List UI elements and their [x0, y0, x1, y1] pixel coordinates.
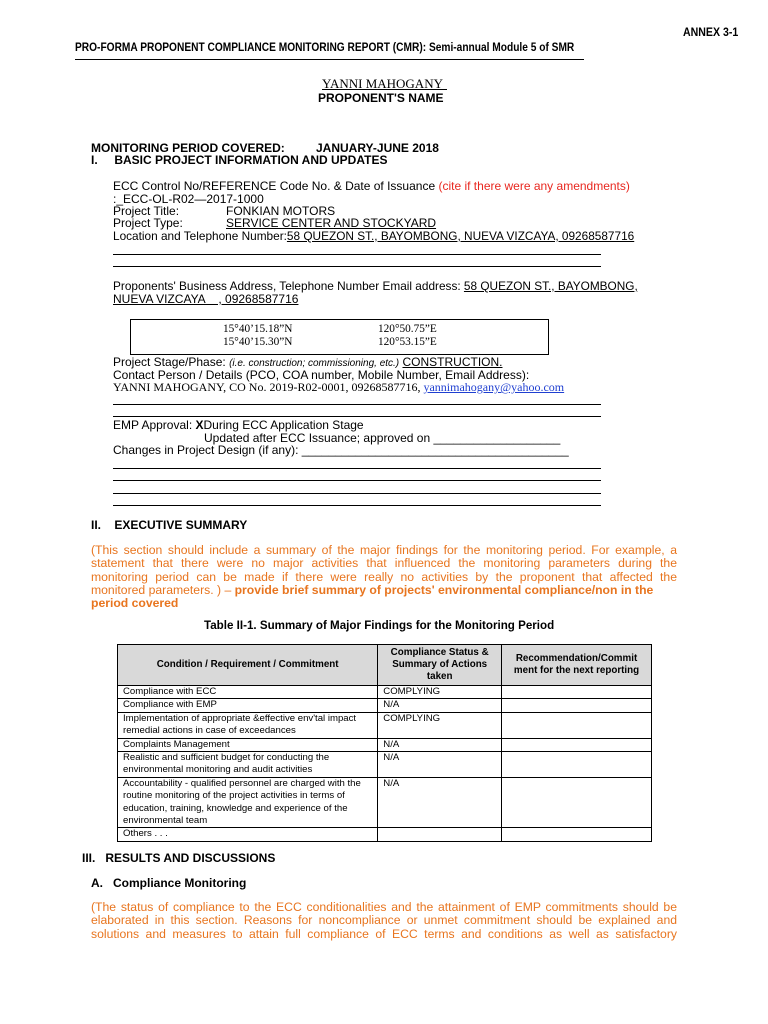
project-title-label: Project Title: [113, 204, 180, 218]
cell-status: N/A [378, 699, 502, 712]
emp-checkmark: X [195, 418, 204, 432]
table-row [118, 738, 652, 751]
project-type-label: Project Type: [113, 216, 183, 230]
table-row [118, 699, 652, 712]
proponent-name: YANNI MAHOGANY [322, 76, 443, 91]
table-row [118, 828, 652, 841]
header-status: Compliance Status & Summary of Actions taken [378, 645, 502, 686]
cell-condition: Compliance with EMP [118, 699, 378, 712]
cell-condition: Compliance with ECC [118, 686, 378, 699]
location-line [113, 229, 634, 243]
coord-lat-2: 15°40’15.30”N [223, 336, 293, 348]
blank-line [113, 468, 601, 469]
report-title [75, 42, 574, 54]
cell-recommendation [502, 738, 652, 751]
project-type-value: SERVICE CENTER AND STOCKYARD [226, 216, 437, 230]
monitoring-period-label: MONITORING PERIOD COVERED: [91, 141, 285, 155]
para-line [91, 584, 677, 597]
proponent-label: PROPONENT'S NAME [318, 91, 444, 105]
cell-status: N/A [378, 738, 502, 751]
para-line: (The status of compliance to the ECC conditionalities and the attainment of EMP commitments should be [91, 900, 677, 914]
coord-lon-2: 120°53.15”E [378, 336, 437, 348]
project-title-value: FONKIAN MOTORS [226, 204, 336, 218]
cell-recommendation [502, 699, 652, 712]
contact-label: Contact Person / Details (PCO, COA number, Mobile Number, Email Address): [113, 368, 530, 382]
cell-status: N/A [378, 777, 502, 828]
cell-condition: Implementation of appropriate &effective env'tal impact remedial actions in case of exceedances [118, 712, 378, 738]
report-title-main: PRO-FORMA PROPONENT COMPLIANCE MONITORING REPORT (CMR): [75, 42, 427, 54]
coord-lon-1: 120°50.75”E [378, 323, 437, 335]
header-underline [75, 59, 584, 60]
business-value-2: NUEVA VIZCAYA , 09268587716 [113, 292, 299, 306]
section-3a-heading: A. Compliance Monitoring [91, 876, 247, 890]
para-line: (This section should include a summary of the major findings for the monitoring period. For example, a [91, 543, 677, 557]
executive-summary-paragraph [91, 544, 677, 610]
emp-option-2: Updated after ECC Issuance; approved on ___________________ [204, 431, 561, 445]
location-label: Location and Telephone Number: [113, 229, 287, 243]
table-caption: Table II-1. Summary of Major Findings for the Monitoring Period [204, 619, 555, 632]
para-line: monitoring period can be made if there were really no activities by the proponent that affected the [91, 569, 677, 584]
business-value-1: 58 QUEZON ST., BAYOMBONG, [463, 279, 638, 293]
para-last: monitored parameters. ) – [91, 582, 235, 597]
header-recommendation: Recommendation/Commit ment for the next reporting [502, 645, 652, 686]
stage-value: CONSTRUCTION. [402, 355, 503, 369]
stage-hint: (i.e. construction; commissioning, etc.) [229, 358, 400, 369]
header-condition: Condition / Requirement / Commitment [118, 645, 378, 686]
table-row [118, 712, 652, 738]
report-title-sub: Semi-annual Module 5 of SMR [426, 42, 575, 54]
para-line: solutions and measures to attain full compliance of ECC terms and conditions as well as satisfactory [91, 926, 677, 941]
cell-recommendation [502, 752, 652, 778]
table-header-row [118, 645, 652, 686]
blank-line [113, 254, 601, 255]
ecc-note: (cite if there were any amendments) [438, 179, 630, 193]
emp-option-1: During ECC Application Stage [203, 418, 364, 432]
ecc-label: ECC Control No/REFERENCE Code No. & Date of Issuance [113, 179, 439, 193]
coord-lat-1: 15°40’15.18”N [223, 323, 293, 335]
para-bold-1: provide brief summary of projects' environmental compliance/non in the [234, 582, 654, 597]
coordinates-box [130, 319, 549, 355]
table-row [118, 777, 652, 828]
cell-recommendation [502, 712, 652, 738]
cell-status: COMPLYING [378, 712, 502, 738]
blank-line [113, 493, 601, 494]
blank-line [113, 266, 601, 267]
section-1-heading: I. BASIC PROJECT INFORMATION AND UPDATES [91, 153, 388, 167]
business-line-1 [113, 279, 638, 293]
blank-line [113, 416, 601, 417]
contact-value: YANNI MAHOGANY, CO No. 2019-R02-0001, 09268587716, [113, 380, 424, 394]
blank-line [113, 404, 601, 405]
ecc-value: :_ECC-OL-R02—2017-1000 [113, 192, 264, 206]
cell-recommendation [502, 686, 652, 699]
para-line: statement that there were no major activities that influenced the monitoring parameters during the [91, 556, 677, 571]
cell-status: COMPLYING [378, 686, 502, 699]
cell-condition: Complaints Management [118, 738, 378, 751]
annex-label: ANNEX 3-1 [683, 27, 739, 39]
cell-condition: Others . . . [118, 828, 378, 841]
cell-status [378, 828, 502, 841]
stage-line [113, 355, 502, 369]
table-row [118, 752, 652, 778]
table-row [118, 686, 652, 699]
cell-recommendation [502, 828, 652, 841]
cell-status: N/A [378, 752, 502, 778]
business-label: Proponents' Business Address, Telephone Number Email address: [113, 279, 464, 293]
emp-line [113, 418, 364, 432]
compliance-paragraph [91, 901, 677, 941]
changes-label: Changes in Project Design (if any): ________________________________________ [113, 443, 569, 457]
ecc-line [113, 179, 630, 193]
section-2-heading: II. EXECUTIVE SUMMARY [91, 518, 248, 532]
cell-condition: Accountability - qualified personnel are charged with the routine monitoring of the project activities in terms of education, training, knowledge and experience of the environmental team [118, 777, 378, 828]
para-bold-2: period covered [91, 596, 179, 611]
cell-recommendation [502, 777, 652, 828]
location-value: 58 QUEZON ST., BAYOMBONG, NUEVA VIZCAYA, 09268587716 [286, 229, 635, 243]
monitoring-period-value: JANUARY-JUNE 2018 [316, 141, 439, 155]
findings-table [117, 644, 652, 842]
blank-line [113, 505, 601, 506]
blank-line [113, 480, 601, 481]
proponent-name-underline [322, 89, 447, 90]
contact-line [113, 380, 564, 395]
para-line: elaborated in this section. Reasons for noncompliance or unmet commitment should be explained and [91, 913, 677, 928]
section-3-heading: III. RESULTS AND DISCUSSIONS [82, 851, 276, 865]
emp-label: EMP Approval: [113, 418, 196, 432]
contact-email-link[interactable]: yannimahogany@yahoo.com [423, 380, 565, 394]
stage-label: Project Stage/Phase: [113, 355, 230, 369]
cell-condition: Realistic and sufficient budget for conducting the environmental monitoring and audit activities [118, 752, 378, 778]
